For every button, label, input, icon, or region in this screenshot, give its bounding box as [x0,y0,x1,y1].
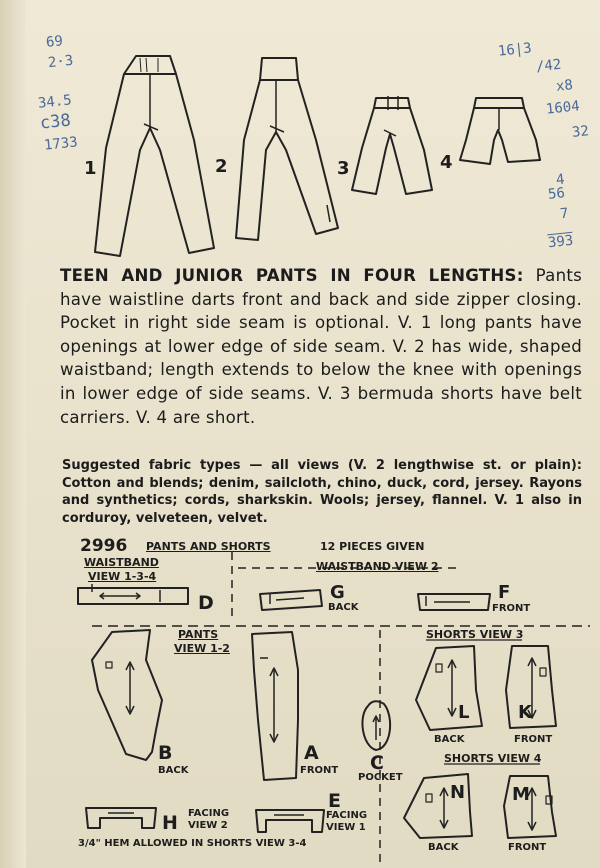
view-number-3: 3 [337,158,350,179]
piece-g-letter: G [330,582,345,603]
view-number-1: 1 [84,158,97,179]
view-4-shorts [460,98,540,164]
waistband-1-3-4-views: VIEW 1-3-4 [88,570,157,583]
pieces-count: 12 PIECES GIVEN [320,540,425,553]
pants-views: VIEW 1-2 [174,642,230,655]
piece-m-letter: M [512,784,530,805]
piece-h-label-1: FACING [188,808,230,819]
shorts-view-3-title: SHORTS VIEW 3 [426,628,524,641]
piece-d-letter: D [198,592,214,614]
description-title: TEEN AND JUNIOR PANTS IN FOUR LENGTHS: [60,266,524,285]
piece-l-letter: L [458,702,470,723]
pattern-envelope-back: 1 2 3 4 69 2·3 34.5 c38 1733 16|3 /42 x8 1604 32 4 56 7 393 TEEN AND JUNIOR PANTS IN FOUR LENGTHS: Pants have waistline darts front and back and side zipper closing. Pocket in right side seam is optional. V. 1 long pants have openings at lower edge of side seam. V. 2 has wide, shaped waistband; length extends to below the knee with openings in lower edge of side seams. V. 3 bermuda shorts have belt carriers. V. 4 are short. Suggested fabric types — all views (V. 2 lengthwise st. or plain): Cotton and blends; denim, sailcloth, chino, duck, cord, jersey. Rayons and synthetics; cords, sharkskin. Wools; jersey, flannel. V. 1 also in corduroy, velveteen, velvet. 2996 PANTS AND SHORTS 12 PIECES GIVEN WAISTBAND VIEW 1-3-4 D WAISTBAND VIEW 2 G BACK F FRONT PANTS VIEW 1-2 B BACK A FRONT C POCKET SHORTS VIEW 3 L BACK K FRONT SHORTS VIEW 4 N BACK M FRONT H FACING VIEW 2 E FACING VIEW 1 3/4" HEM ALLOWED IN SHORTS VIEW 3-4 [0,0,600,868]
view-3-bermuda-shorts [352,96,432,194]
piece-n-label: BACK [428,842,459,853]
piece-a-pants-front [252,632,298,780]
view-1-long-pants [95,56,214,256]
piece-e-label-2: VIEW 1 [326,822,366,833]
fabric-body: — all views (V. 2 lengthwise st. or plain): Cotton and blends; denim, sailcloth, chino, duck, cord, jersey. Rayons and synthetics; cords, sharkskin. Wools; jersey, flannel. V. 1 also in corduroy, velveteen, velvet. [62,458,582,526]
fabric-heading: Suggested fabric types [62,458,241,473]
piece-b-letter: B [158,742,173,764]
piece-d-waistband [78,584,188,604]
waistband-1-3-4-title: WAISTBAND [84,556,159,569]
piece-h-facing [86,808,156,828]
pants-title: PANTS [178,628,219,641]
pattern-number: 2996 [80,536,128,556]
piece-h-label-2: VIEW 2 [188,820,228,831]
description-body: Pants have waistline darts front and back and side zipper closing. Pocket in right side seam is optional. V. 1 long pants have openings at lower edge of side seam. V. 2 has wide, shaped waistband; length extends to below the knee with openings in lower edge of side seams. V. 3 bermuda shorts have belt carriers. V. 4 are short. [60,266,583,427]
piece-c-pocket [362,701,390,750]
hem-note: 3/4" HEM ALLOWED IN SHORTS VIEW 3-4 [78,838,307,849]
piece-m-label: FRONT [508,842,547,853]
piece-l-shorts-back [416,646,482,730]
piece-b-pants-back [92,630,162,760]
piece-f-waistband-front [418,594,490,610]
piece-e-letter: E [328,790,341,812]
piece-a-letter: A [304,742,319,764]
piece-b-label: BACK [158,765,189,776]
piece-l-label: BACK [434,734,465,745]
pattern-description [60,264,582,429]
view-number-4: 4 [440,152,453,173]
shorts-view-4-title: SHORTS VIEW 4 [444,752,542,765]
piece-k-letter: K [518,702,532,723]
pattern-layout-title: PANTS AND SHORTS [146,540,271,553]
piece-g-label: BACK [328,602,359,613]
view-2-pants [236,58,338,240]
piece-k-label: FRONT [514,734,553,745]
piece-e-label-1: FACING [326,810,368,821]
piece-a-label: FRONT [300,765,339,776]
piece-e-facing [256,810,324,832]
piece-n-letter: N [450,782,466,803]
view-number-2: 2 [215,156,228,177]
piece-c-label: POCKET [358,772,403,783]
piece-g-waistband-back [260,590,322,610]
fabric-suggestions [62,457,582,527]
piece-f-label: FRONT [492,603,531,614]
piece-h-letter: H [162,812,178,834]
waistband-view-2-title: WAISTBAND VIEW 2 [316,560,439,573]
piece-c-letter: C [370,752,384,774]
piece-f-letter: F [498,582,511,603]
